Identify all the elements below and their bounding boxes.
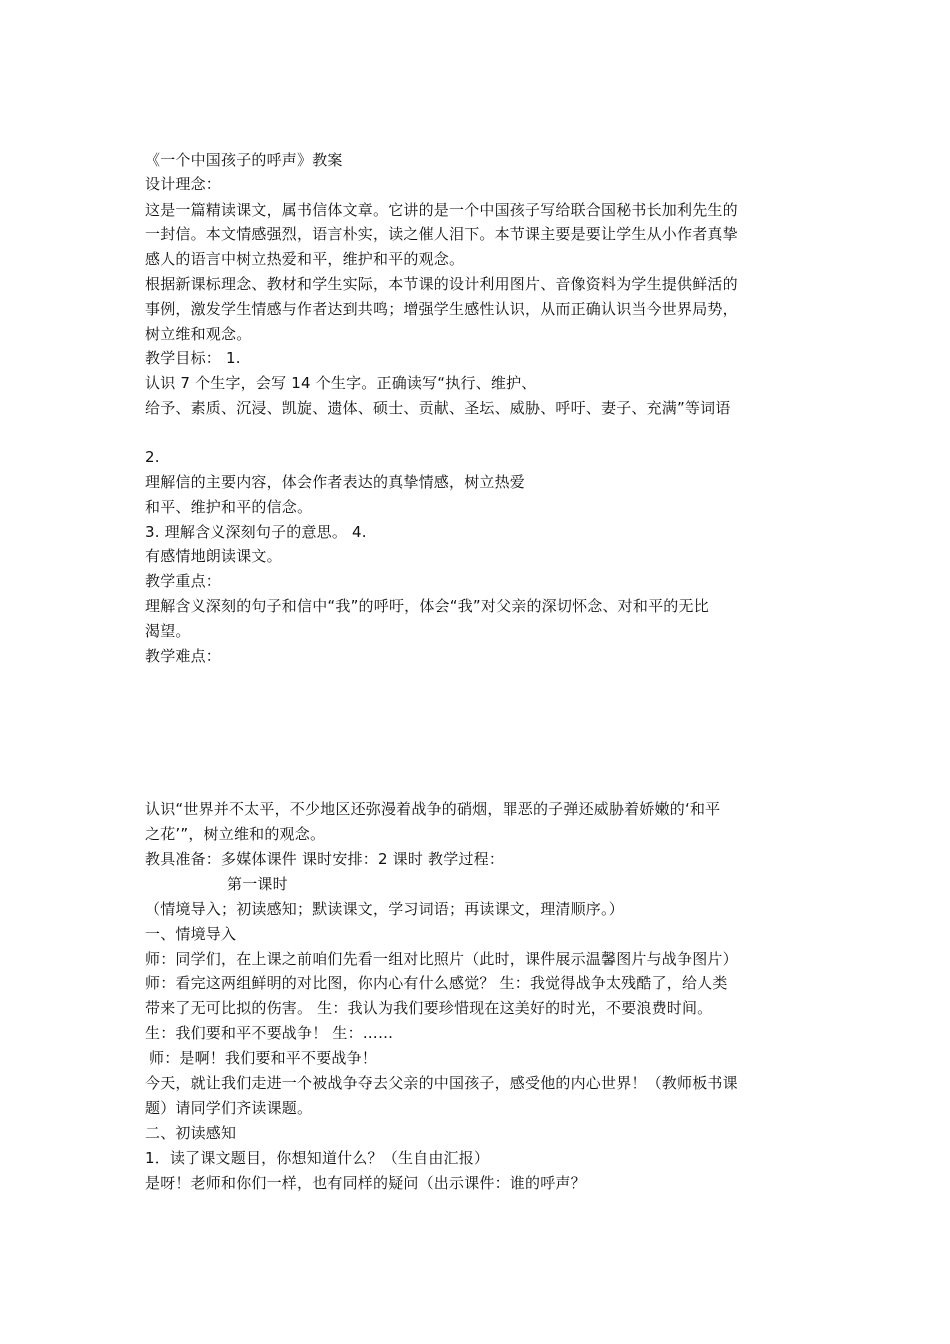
- section-heading-situation-intro: 一、情境导入: [145, 925, 237, 943]
- text-line: 师：看完这两组鲜明的对比图，你内心有什么感觉？ 生：我觉得战争太残酷了，给人类: [145, 974, 728, 992]
- text-line: 题）请同学们齐读课题。: [145, 1099, 313, 1117]
- section-heading-key-points: 教学重点：: [145, 572, 222, 590]
- section-heading-teaching-goals: 教学目标： 1.: [145, 349, 241, 367]
- text-line: 和平、维护和平的信念。: [145, 498, 313, 516]
- text-line: 理解信的主要内容，体会作者表达的真挚情感，树立热爱: [145, 473, 526, 491]
- text-line: 树立维和观念。: [145, 325, 252, 343]
- text-line: 之花’”，树立维和的观念。: [145, 825, 326, 843]
- text-line: 今天，就让我们走进一个被战争夺去父亲的中国孩子，感受他的内心世界！（教师板书课: [145, 1074, 738, 1092]
- text-line: 2.: [145, 448, 160, 466]
- text-line: 教具准备：多媒体课件 课时安排：2 课时 教学过程：: [145, 850, 505, 868]
- text-line: 这是一篇精读课文，属书信体文章。它讲的是一个中国孩子写给联合国秘书长加利先生的: [145, 201, 738, 219]
- section-heading-design-concept: 设计理念：: [145, 175, 222, 193]
- text-line: 3. 理解含义深刻句子的意思。 4.: [145, 523, 367, 541]
- section-heading-difficulties: 教学难点：: [145, 647, 222, 665]
- text-line: 渴望。: [145, 622, 191, 640]
- text-line: 根据新课标理念、教材和学生实际，本节课的设计利用图片、音像资料为学生提供鲜活的: [145, 275, 738, 293]
- text-line: 带来了无可比拟的伤害。 生：我认为我们要珍惜现在这美好的时光，不要浪费时间。: [145, 999, 713, 1017]
- text-line: 生：我们要和平不要战争！ 生：……: [145, 1024, 394, 1042]
- text-line: 认识 7 个生字，会写 14 个生字。正确读写“执行、维护、: [145, 374, 537, 392]
- text-line: 是呀！老师和你们一样，也有同样的疑问（出示课件：谁的呼声？: [145, 1174, 586, 1192]
- text-line: 师：同学们，在上课之前咱们先看一组对比照片（此时，课件展示温馨图片与战争图片）: [145, 950, 738, 968]
- text-line: 给予、素质、沉浸、凯旋、遗体、硕士、贡献、圣坛、威胁、呼吁、妻子、充满”等词语: [145, 399, 731, 417]
- text-line: 感人的语言中树立热爱和平，维护和平的观念。: [145, 250, 465, 268]
- text-line: 理解含义深刻的句子和信中“我”的呼吁，体会“我”对父亲的深切怀念、对和平的无比: [145, 597, 709, 615]
- section-heading-first-reading: 二、初读感知: [145, 1124, 237, 1142]
- text-line: 一封信。本文情感强烈，语言朴实，读之催人泪下。本节课主要是要让学生从小作者真挚: [145, 225, 738, 243]
- text-line: 有感情地朗读课文。: [145, 547, 282, 565]
- text-line: 认识“世界并不太平，不少地区还弥漫着战争的硝烟，罪恶的子弹还威胁着娇嫩的‘和平: [145, 800, 721, 818]
- text-line: 师：是啊！我们要和平不要战争！: [149, 1049, 378, 1067]
- lesson-heading: 第一课时: [227, 875, 288, 893]
- text-line: 事例，激发学生情感与作者达到共鸣；增强学生感性认识，从而正确认识当今世界局势，: [145, 300, 738, 318]
- text-line: （情境导入；初读感知；默读课文，学习词语；再读课文，理清顺序。）: [145, 900, 624, 918]
- text-line: 1．读了课文题目，你想知道什么？（生自由汇报）: [145, 1149, 490, 1167]
- doc-title: 《一个中国孩子的呼声》教案: [145, 151, 343, 169]
